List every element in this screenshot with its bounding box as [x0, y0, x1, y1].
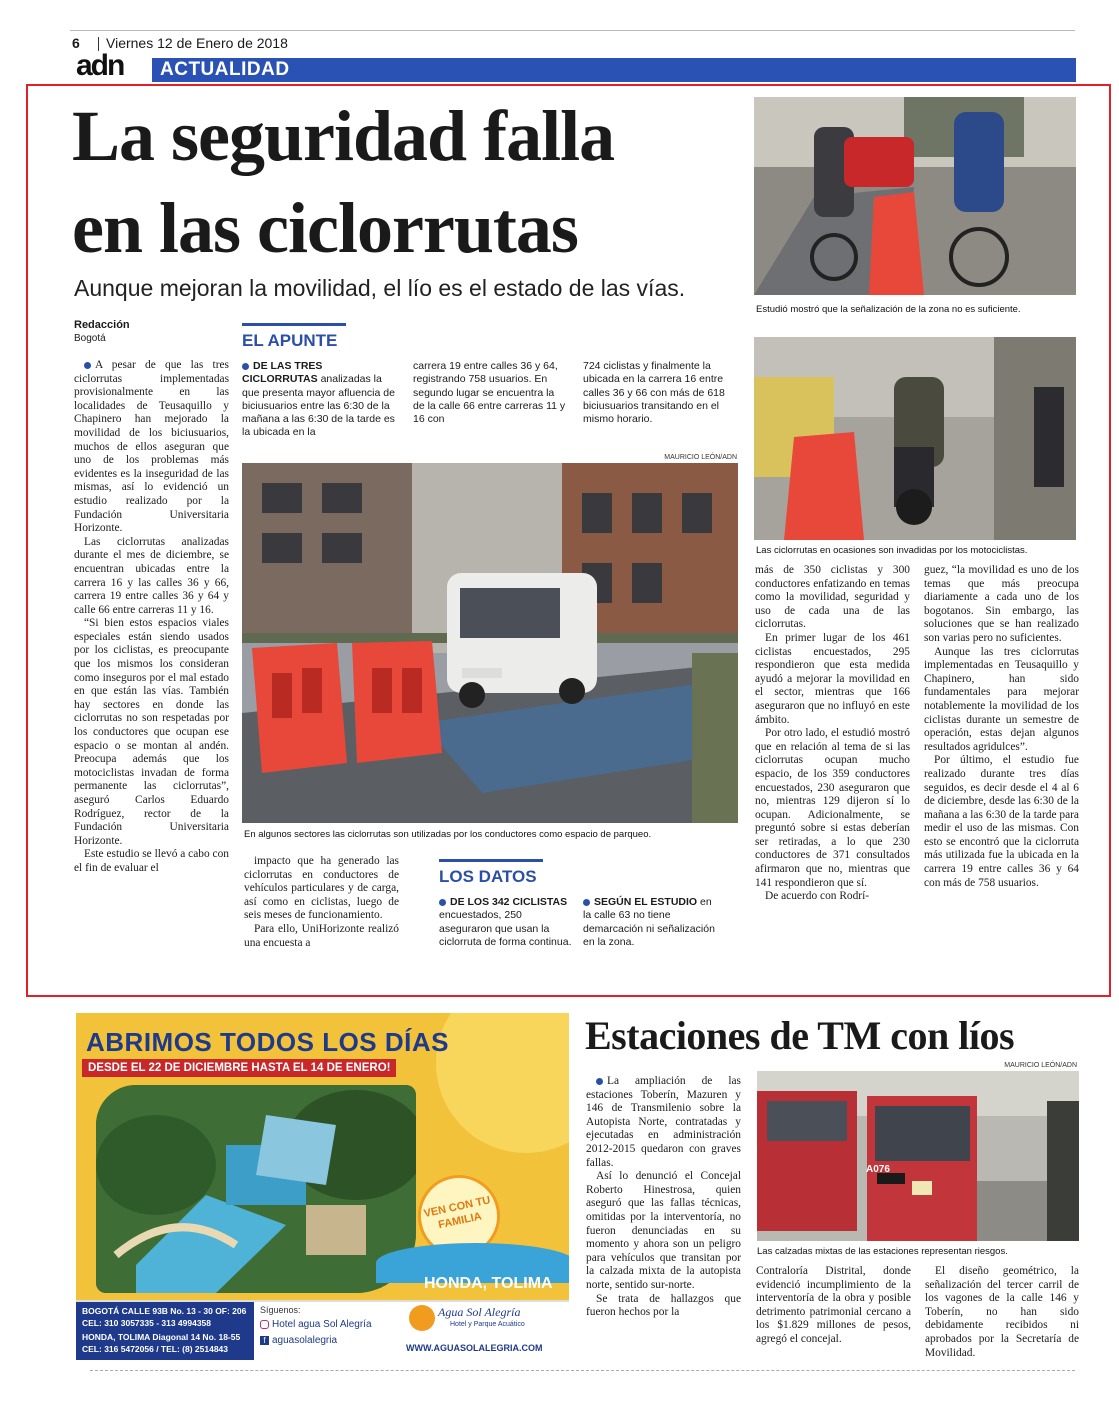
cyclists-photo-caption: Estudió mostró que la señalización de la zona no es suficiente.: [756, 304, 1021, 315]
ad-brand: Agua Sol Alegría: [438, 1305, 521, 1319]
page-top-rule: [70, 30, 1075, 31]
second-article-column-2: [756, 1265, 911, 1347]
bullet-icon: [84, 362, 91, 369]
byline-author: Redacción: [74, 319, 130, 331]
cyclists-image: [754, 97, 1076, 295]
datos-column-1: DE LOS 342 CICLISTAS encuestados, 250 aseguraron que usan la ciclorruta de forma continua.: [439, 896, 572, 948]
paragraph: Contraloría Distrital, donde evidenció incumplimiento de la interventoría de la obra y posible detrimento patrimonial cercano a los $1.829 millones de pesos, agregó el concejal.: [756, 1265, 911, 1345]
paragraph: El diseño geométrico, la señalización del tercer carril de los vagones de la calle 146 y Toberín, no han sido debidamente recibidos ni aprobados por la Secretaría de Movilidad.: [925, 1265, 1079, 1359]
brand-logo-icon: [409, 1305, 435, 1331]
ad-contact-line-4: CEL: 316 5472056 / TEL: (8) 2514843: [82, 1344, 228, 1354]
ad-website[interactable]: WWW.AGUASOLALEGRIA.COM: [406, 1343, 543, 1353]
photo-credit: MAURICIO LEÓN/ADN: [664, 454, 737, 461]
section-label: ACTUALIDAD: [160, 59, 290, 80]
ad-aerial-photo: [96, 1085, 416, 1293]
headline-line-2: en las ciclorrutas: [72, 188, 578, 268]
page-number: 6: [72, 35, 80, 51]
subheadline: Aunque mejoran la movilidad, el lío es el estado de las vías.: [74, 275, 686, 301]
second-article-column-3: [925, 1265, 1079, 1360]
paragraph: A pesar de que las tres ciclorrutas implementadas provisionalmente en las localidades de Teusaquillo y Chapinero han mejorado la movilidad de los biciusuarios, muchos de ellos aseguran que uno de los problemas más evidentes es la inseguridad de las mismas, así lo evidenció un estudio realizado por la Fundación Universitaria Horizonte.: [74, 359, 229, 535]
ad-instagram[interactable]: Hotel agua Sol Alegría: [260, 1319, 372, 1330]
ad-facebook[interactable]: f aguasolalegria: [260, 1335, 337, 1346]
transmilenio-buses-image: [757, 1071, 1079, 1241]
paragraph: En primer lugar de los 461 ciclistas encuestados, 295 respondieron que esta medida ayudó a mejorar la movilidad en el sector, mientras que 166 aseguraron que no influyó en este ámbito.: [755, 631, 910, 726]
paragraph: Por último, el estudio fue realizado durante tres días seguidos, es decir desde el 4 al 6 de diciembre, desde las 6:30 de la mañana a las 6:30 de la tarde para medir el uso de las mismas. Con esto se encontró que la ciclorruta más utilizada fue la ubicada en la carrera 19 entre calles 36 y 64 con más de 758 usuarios.: [924, 754, 1079, 889]
article-column-2: [244, 855, 399, 950]
ad-contact-line-3: HONDA, TOLIMA Diagonal 14 No. 18-55: [82, 1332, 241, 1342]
paragraph: Así lo denunció el Concejal Roberto Hinestrosa, quien aseguró que las fallas técnicas, omitidas por la interventoría, no fueron denunciadas en su momento y ahora son un peligro para vehículos que transitan por la calzada mixta de la autopista norte, sentido sur-norte.: [586, 1170, 741, 1291]
street-scene-image: [242, 463, 738, 823]
ad-headline: ABRIMOS TODOS LOS DÍAS: [86, 1027, 449, 1057]
bullet-icon: [596, 1078, 603, 1085]
paragraph: Las ciclorrutas analizadas durante el mes de diciembre, se encuentran ubicadas entre la carrera 16 y las calles 36 y 66, carrera 19 entre calles 36 y 64 y calle 66 entre carreras 11 y 16.: [74, 535, 229, 616]
section-bar: [152, 58, 1076, 82]
ad-family-badge: VEN CON TU FAMILIA: [410, 1167, 507, 1264]
apunte-column-1: DE LAS TRES CICLORRUTAS analizadas la que presenta mayor afluencia de biciusuarios entre las 6:30 de la mañana a las 6:30 de la tarde es la ubicada en la: [242, 360, 395, 439]
advertisement[interactable]: [76, 1013, 569, 1360]
paragraph: Para ello, UniHorizonte realizó una encuesta a: [244, 922, 399, 949]
main-photo-parked-car: [242, 463, 738, 823]
motorcyclists-image: [754, 337, 1076, 540]
page-bottom-rule: [90, 1370, 1075, 1371]
datos-column-2: SEGÚN EL ESTUDIO en la calle 63 no tiene demarcación ni señalización en la zona.: [583, 896, 715, 948]
issue-date: Viernes 12 de Enero de 2018: [106, 35, 288, 51]
ad-sun-decoration: [436, 1013, 569, 1153]
datos-label: LOS DATOS: [439, 867, 537, 886]
paragraph: “Si bien estos espacios viales especiales están siendo usados por los ciclistas, es preocupante que los mismos los consideran como inseguros por el mal estado en que están las vías. También hay sectores en donde las ciclorrutas no son respetadas por los conductores que ocupan ese espacio o se montan al andén. Preocupa además que los motociclistas invadan de forma permanente las ciclorrutas”, aseguró Carlos Eduardo Rodríguez, rector de la Fundación Universitaria Horizonte.: [74, 617, 229, 847]
paragraph: La ampliación de las estaciones Toberín, Mazuren y 146 de Transmilenio sobre la Autopista Norte, contratadas y ejecutadas en administración 2012-2015 quedaron con graves fallas.: [586, 1075, 741, 1169]
adn-logo: adn: [76, 49, 124, 82]
motorcyclists-photo-caption: Las ciclorrutas en ocasiones son invadidas por los motociclistas.: [756, 545, 1028, 556]
second-headline: Estaciones de TM con líos: [585, 1013, 1015, 1058]
paragraph: Se trata de hallazgos que fueron hechos por la: [586, 1292, 741, 1319]
cyclists-photo: [754, 97, 1076, 295]
bullet-icon: [242, 363, 249, 370]
ad-brand-subtitle: Hotel y Parque Acuático: [450, 1321, 525, 1328]
apunte-label: EL APUNTE: [242, 331, 338, 350]
water-park-image: [96, 1085, 416, 1293]
second-article-column-1: [586, 1075, 741, 1320]
bus-number: A076: [866, 1164, 890, 1175]
bus-photo-caption: Las calzadas mixtas de las estaciones representan riesgos.: [757, 1246, 1008, 1257]
paragraph: Aunque las tres ciclorrutas implementadas en Teusaquillo y Chapinero, han sido fundamentales para mejorar notablemente la movilidad de los ciclistas durante un semestre de operación, estas dejan algunos resultados agridulces”.: [924, 645, 1079, 753]
ad-contact-line-1: BOGOTÁ CALLE 93B No. 13 - 30 OF: 206: [82, 1306, 247, 1316]
byline-location: Bogotá: [74, 333, 106, 344]
main-photo-caption: En algunos sectores las ciclorrutas son utilizadas por los conductores como espacio de parqueo.: [244, 829, 652, 840]
article-column-4: [755, 564, 910, 904]
paragraph: Este estudio se llevó a cabo con el fin de evaluar el: [74, 848, 229, 874]
bullet-icon: [439, 899, 446, 906]
motorcyclists-photo: [754, 337, 1076, 540]
paragraph: guez, “la movilidad es uno de los temas que más preocupa diariamente a cada uno de los bogotanos. Sin embargo, las soluciones que se han realizado son varias pero no suficientes.: [924, 564, 1079, 644]
ad-dates: DESDE EL 22 DE DICIEMBRE HASTA EL 14 DE ENERO!: [82, 1059, 396, 1077]
paragraph: impacto que ha generado las ciclorrutas en conductores de vehículos particulares y de carga, así como en ciclistas, luego de seis meses de funcionamiento.: [244, 855, 399, 922]
apunte-column-3: 724 ciclistas y finalmente la ubicada en la carrera 16 entre calles 36 y 66 con más de 618 biciusuarios transitando en el mismo horario.: [583, 360, 725, 426]
ad-contact-line-2: CEL: 310 3057335 - 313 4994358: [82, 1318, 212, 1328]
ad-follow-label: Síguenos:: [260, 1305, 301, 1315]
paragraph: Por otro lado, el estudió mostró que en relación al tema de si las ciclorrutas ocupan mucho espacio, de los 359 conductores encuestados, 230 aseguraron que no, mientras 129 dijeron sí lo ocupan. Adicionalmente, se preguntó sobre si estas deberían ser retiradas, a lo que 230 conductores de 371 consultados afirmaron que no, mientras que 141 respondieron que sí.: [755, 727, 910, 889]
paragraph: De acuerdo con Rodrí-: [765, 890, 870, 903]
apunte-column-2: carrera 19 entre calles 36 y 64, registrando 758 usuarios. En segundo lugar se encuentra la de la calle 66 entre carreras 11 y 16 con: [413, 360, 566, 426]
headline-line-1: La seguridad falla: [72, 96, 615, 176]
ad-place: HONDA, TOLIMA: [424, 1275, 553, 1292]
article-column-1: [74, 359, 229, 876]
article-column-5: [924, 564, 1079, 890]
bus-photo: [757, 1071, 1079, 1241]
second-photo-credit: MAURICIO LEÓN/ADN: [1004, 1062, 1077, 1069]
paragraph: más de 350 ciclistas y 300 conductores enfatizando en temas como la movilidad, seguridad y uso de cada una de las ciclorrutas.: [755, 564, 910, 631]
bullet-icon: [583, 899, 590, 906]
facebook-icon: f: [260, 1336, 269, 1345]
instagram-icon: [260, 1320, 269, 1329]
